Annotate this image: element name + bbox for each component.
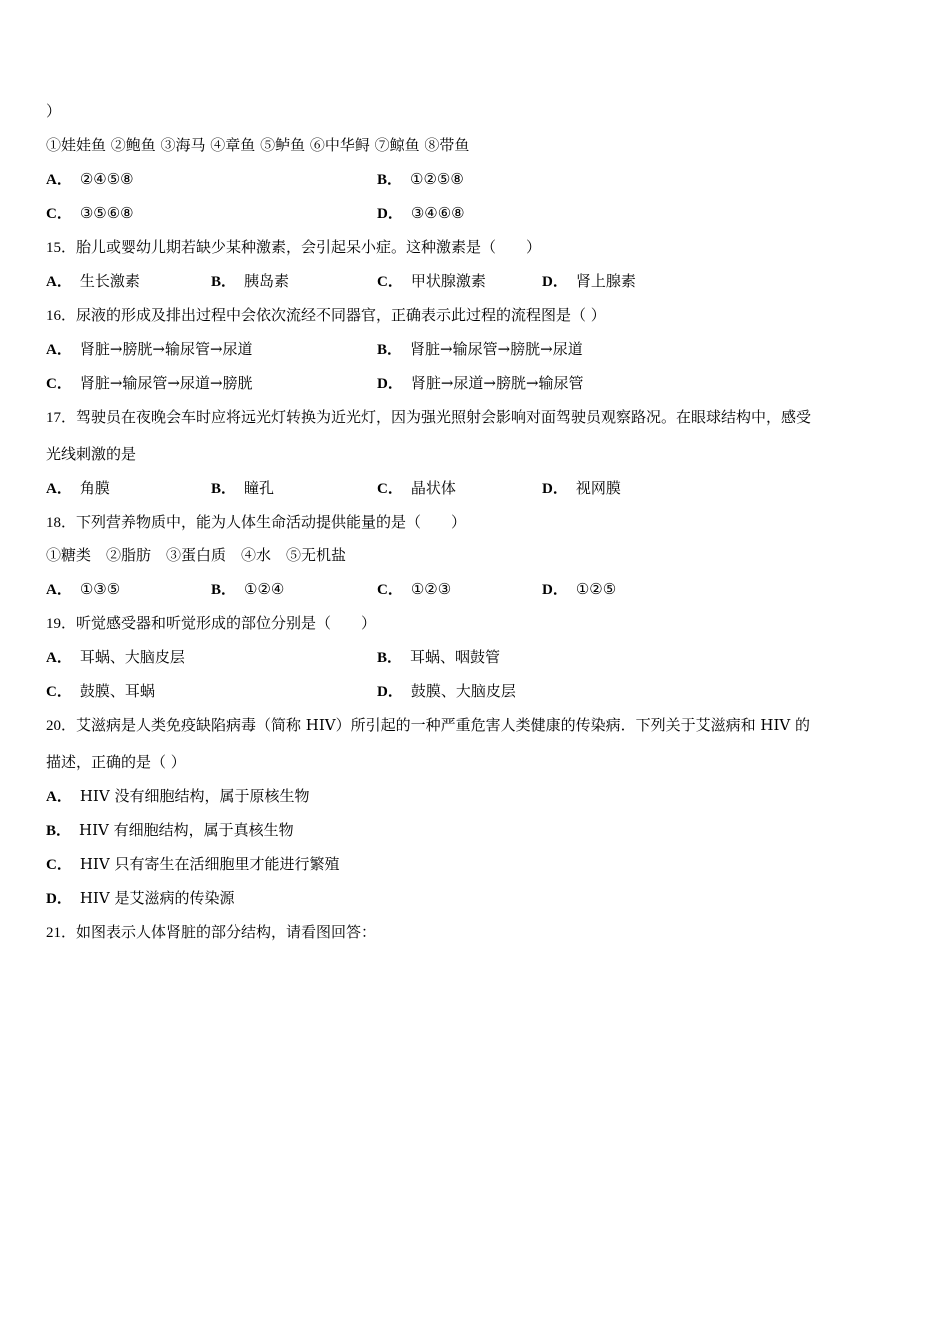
question-number: 15．	[46, 240, 77, 256]
option-text: 视网膜	[575, 479, 621, 497]
question-18-items: ①糖类 ②脂肪 ③蛋白质 ④水 ⑤无机盐	[46, 546, 347, 564]
option-label: B．	[46, 823, 72, 839]
option-text: HIV 有细胞结构，属于真核生物	[79, 821, 294, 839]
q18-option-d[interactable]	[542, 579, 616, 599]
option-text: 耳蜗、大脑皮层	[79, 648, 185, 666]
q19-option-c[interactable]	[46, 681, 155, 701]
option-label: D．	[542, 582, 568, 598]
question-15-stem	[46, 237, 541, 257]
q15-option-d[interactable]	[542, 271, 636, 291]
option-text: ①②⑤	[575, 580, 617, 598]
q18-option-c[interactable]	[377, 579, 451, 599]
option-label: B．	[377, 172, 403, 188]
option-text: 瞳孔	[244, 479, 275, 497]
option-text: ③④⑥⑧	[410, 204, 465, 222]
option-label: A．	[46, 274, 72, 290]
question-21-stem	[46, 922, 376, 942]
option-label: A．	[46, 342, 72, 358]
option-text: ①②③	[410, 580, 452, 598]
option-text: 肾脏→输尿管→膀胱→尿道	[410, 340, 583, 358]
option-label: B．	[211, 274, 237, 290]
q16-option-d[interactable]	[377, 373, 584, 393]
option-label: B．	[211, 481, 237, 497]
q18-option-a[interactable]	[46, 579, 120, 599]
option-label: A．	[46, 172, 72, 188]
prev-option-c[interactable]	[46, 203, 134, 223]
q15-option-c[interactable]	[377, 271, 486, 291]
prev-question-items: ①娃娃鱼 ②鲍鱼 ③海马 ④章鱼 ⑤鲈鱼 ⑥中华鲟 ⑦鲸鱼 ⑧带鱼	[46, 136, 470, 154]
q20-option-b[interactable]	[46, 820, 294, 840]
question-20-stem	[46, 715, 810, 735]
prev-option-b[interactable]	[377, 169, 464, 189]
option-label: C．	[46, 376, 72, 392]
option-label: B．	[377, 650, 403, 666]
option-text: 肾脏→膀胱→输尿管→尿道	[79, 340, 253, 358]
option-label: C．	[46, 857, 72, 873]
option-label: D．	[542, 481, 568, 497]
q17-option-d[interactable]	[542, 478, 621, 498]
option-text: 鼓膜、耳蜗	[79, 682, 155, 700]
option-text: HIV 是艾滋病的传染源	[79, 889, 235, 907]
option-text: ①②④	[244, 580, 285, 598]
option-text: 肾上腺素	[575, 272, 636, 290]
q17-option-c[interactable]	[377, 478, 456, 498]
q17-option-a[interactable]	[46, 478, 110, 498]
option-label: A．	[46, 481, 72, 497]
question-text: 驾驶员在夜晚会车时应将远光灯转换为近光灯，因为强光照射会影响对面驾驶员观察路况。在眼球结构中，感受	[76, 408, 812, 426]
option-label: D．	[46, 891, 72, 907]
option-label: D．	[377, 376, 403, 392]
option-text: 晶状体	[410, 479, 456, 497]
question-number: 19．	[46, 616, 77, 632]
option-text: ②④⑤⑧	[79, 170, 134, 188]
option-text: ①②⑤⑧	[410, 170, 464, 188]
option-text: HIV 只有寄生在活细胞里才能进行繁殖	[79, 855, 340, 873]
question-18-stem	[46, 512, 466, 532]
option-text: ③⑤⑥⑧	[79, 204, 134, 222]
option-label: B．	[211, 582, 237, 598]
q19-option-d[interactable]	[377, 681, 516, 701]
question-number: 16．	[46, 308, 77, 324]
question-16-stem	[46, 305, 606, 325]
option-label: A．	[46, 789, 72, 805]
option-text: HIV 没有细胞结构，属于原核生物	[79, 787, 310, 805]
option-text: 耳蜗、咽鼓管	[410, 648, 501, 666]
option-label: C．	[377, 274, 403, 290]
question-text: 下列营养物质中，能为人体生命活动提供能量的是（ ）	[76, 513, 467, 531]
option-label: C．	[377, 582, 403, 598]
question-text: 听觉感受器和听觉形成的部位分别是（ ）	[76, 614, 377, 632]
option-label: A．	[46, 582, 72, 598]
q20-option-c[interactable]	[46, 854, 339, 874]
option-text: 鼓膜、大脑皮层	[410, 682, 516, 700]
question-number: 17．	[46, 410, 77, 426]
option-label: C．	[377, 481, 403, 497]
question-number: 21．	[46, 925, 77, 941]
prev-option-d[interactable]	[377, 203, 465, 223]
q16-option-b[interactable]	[377, 339, 583, 359]
q15-option-b[interactable]	[211, 271, 289, 291]
q19-option-a[interactable]	[46, 647, 185, 667]
question-17-stem	[46, 407, 811, 427]
option-text: 肾脏→输尿管→尿道→膀胱	[79, 374, 253, 392]
option-label: D．	[377, 684, 403, 700]
q18-option-b[interactable]	[211, 579, 284, 599]
q15-option-a[interactable]	[46, 271, 140, 291]
q20-option-a[interactable]	[46, 786, 309, 806]
option-text: 生长激素	[79, 272, 140, 290]
question-number: 18．	[46, 515, 77, 531]
question-text: 艾滋病是人类免疫缺陷病毒（简称 HIV）所引起的一种严重危害人类健康的传染病．下列关于艾滋病和 HIV 的	[76, 716, 811, 734]
option-label: D．	[542, 274, 568, 290]
question-text: 如图表示人体肾脏的部分结构，请看图回答：	[76, 923, 377, 941]
q17-option-b[interactable]	[211, 478, 274, 498]
option-label: C．	[46, 684, 72, 700]
q20-option-d[interactable]	[46, 888, 234, 908]
question-text: 胎儿或婴幼儿期若缺少某种激素，会引起呆小症。这种激素是（ ）	[76, 238, 542, 256]
q16-option-a[interactable]	[46, 339, 253, 359]
question-20-stem-cont: 描述，正确的是（ ）	[46, 753, 186, 771]
option-label: A．	[46, 650, 72, 666]
option-text: ①③⑤	[79, 580, 121, 598]
prev-question-close-paren: ）	[46, 102, 62, 120]
option-text: 肾脏→尿道→膀胱→输尿管	[410, 374, 584, 392]
question-17-stem-cont: 光线刺激的是	[46, 445, 137, 463]
question-text: 尿液的形成及排出过程中会依次流经不同器官，正确表示此过程的流程图是（ ）	[76, 306, 606, 324]
option-label: D．	[377, 206, 403, 222]
option-text: 甲状腺激素	[410, 272, 486, 290]
question-19-stem	[46, 613, 376, 633]
prev-option-a[interactable]	[46, 169, 134, 189]
q16-option-c[interactable]	[46, 373, 253, 393]
option-label: B．	[377, 342, 403, 358]
question-number: 20．	[46, 718, 77, 734]
option-label: C．	[46, 206, 72, 222]
q19-option-b[interactable]	[377, 647, 500, 667]
option-text: 胰岛素	[244, 272, 290, 290]
option-text: 角膜	[79, 479, 110, 497]
